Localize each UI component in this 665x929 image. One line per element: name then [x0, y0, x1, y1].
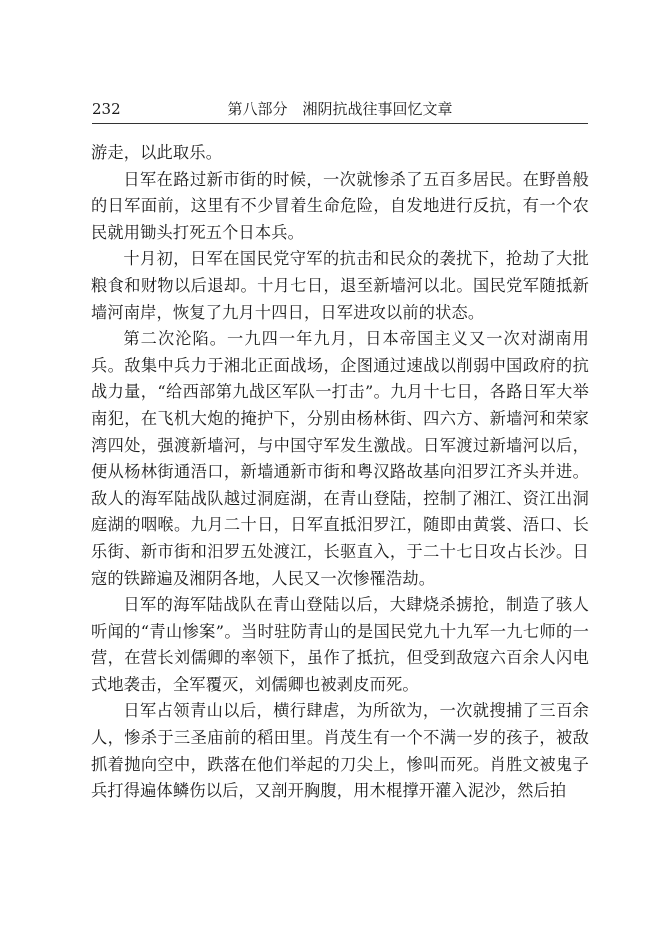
paragraph: 十月初，日军在国民党守军的抗击和民众的袭扰下，抢劫了大批粮食和财物以后退却。十月七日，退至新墙河以北。国民党军随抵新墙河南岸，恢复了九月十四日，日军进攻以前的状态。	[91, 249, 589, 322]
paragraph: 日军的海军陆战队在青山登陆以后，大肆烧杀掳抢，制造了骇人听闻的“青山惨案”。当时驻防青山的是国民党九十九军一九七师的一营，在营长刘儒卿的率领下，虽作了抵抗，但受到敌寇六百余人闪电式地袭击，全军覆灭，刘儒卿也被剥皮而死。	[91, 595, 589, 694]
page-header	[92, 97, 588, 121]
paragraph: 第二次沦陷。一九四一年九月，日本帝国主义又一次对湖南用兵。敌集中兵力于湘北正面战场，企图通过速战以削弱中国政府的抗战力量，“给西部第九战区军队一打击”。九月十七日，各路日军大举南犯，在飞机大炮的掩护下，分别由杨林街、四六方、新墙河和荣家湾四处，强渡新墙河，与中国守军发生激战。日军渡过新墙河以后，便从杨林街通浯口，新墙通新市街和粤汉路故基向汨罗江齐头并进。敌人的海军陆战队越过洞庭湖，在青山登陆，控制了湘江、资江出洞庭湖的咽喉。九月二十日，日军直抵汨罗江，随即由黄裳、浯口、长乐街、新市街和汨罗五处渡江，长驱直入，于二十七日攻占长沙。日寇的铁蹄遍及湘阴各地，人民又一次惨罹浩劫。	[91, 329, 589, 588]
body-text	[91, 140, 589, 805]
running-head: 第八部分 湘阴抗战往事回忆文章	[227, 100, 453, 118]
paragraph: 日军占领青山以后，横行肆虐，为所欲为，一次就搜捕了三百余人，惨杀于三圣庙前的稻田里。肖茂生有一个不满一岁的孩子，被敌抓着抛向空中，跌落在他们举起的刀尖上，惨叫而死。肖胜文被鬼子兵打得遍体鳞伤以后，又剖开胸腹，用木棍撑开灌入泥沙，然后拍	[91, 701, 589, 801]
paragraph: 日军在路过新市街的时候，一次就惨杀了五百多居民。在野兽般的日军面前，这里有不少冒着生命危险，自发地进行反抗，有一个农民就用锄头打死五个日本兵。	[91, 169, 589, 242]
page-number: 232	[92, 100, 121, 118]
paragraph: 游走，以此取乐。	[91, 143, 223, 162]
header-rule	[92, 123, 588, 124]
